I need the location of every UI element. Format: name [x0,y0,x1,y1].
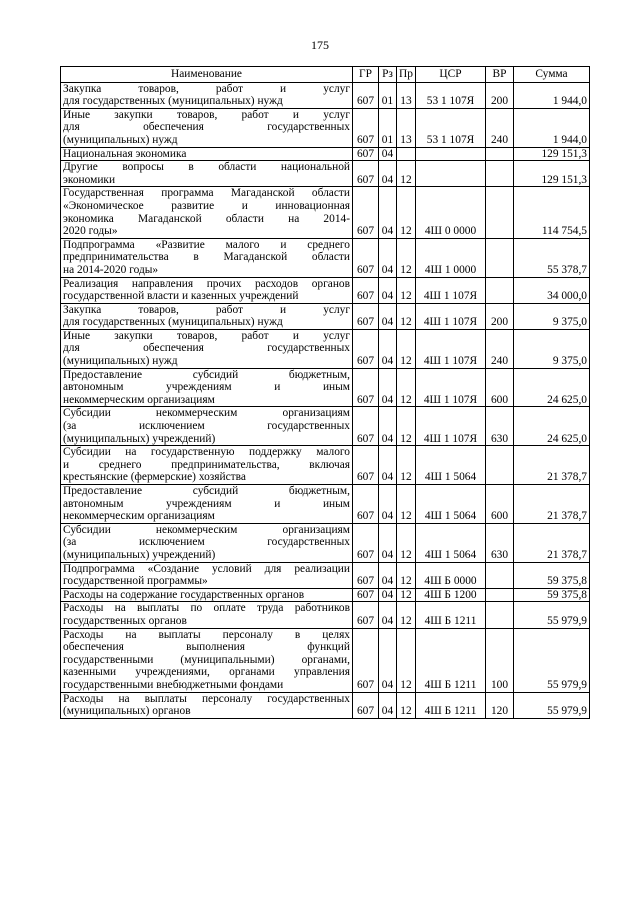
name-line: на 2014-2020 годы» [63,263,159,276]
cell-vr [486,147,514,161]
name-line: казенными учреждениями, органами управления [63,666,350,679]
name-line: экономики [63,173,116,186]
header-pr: Пр [397,67,416,83]
cell-sum: 21 378,7 [514,485,590,524]
cell-vr [486,277,514,303]
name-line: крестьянские (фермерские) хозяйства [63,471,246,484]
cell-csr: 4Ш 1 5064 [416,523,486,562]
cell-pr: 12 [397,523,416,562]
name-line: (муниципальных) учреждений) [63,548,216,561]
cell-name [61,187,353,238]
cell-sum: 55 979,9 [514,692,590,718]
table-body [61,82,590,718]
name-line: Предоставление субсидий бюджетным, [63,368,350,381]
cell-rz: 04 [379,277,397,303]
cell-gr: 607 [353,446,379,485]
cell-vr [486,562,514,588]
table-row [61,82,590,108]
cell-name [61,562,353,588]
name-line: Иные закупки товаров, работ и услуг [63,329,350,342]
cell-vr [486,238,514,277]
header-rz: Рз [379,67,397,83]
name-line: Субсидии на государственную поддержку малого [63,446,350,459]
cell-vr [486,161,514,187]
cell-gr: 607 [353,588,379,602]
table-row [61,523,590,562]
name-line: Закупка товаров, работ и услуг [63,303,350,316]
cell-name [61,238,353,277]
name-line: 2020 годы» [63,225,118,238]
cell-csr: 4Ш 1 107Я [416,329,486,368]
cell-pr: 12 [397,588,416,602]
cell-rz: 04 [379,187,397,238]
cell-rz: 04 [379,368,397,407]
name-line: государственной власти и казенных учреждений [63,290,299,303]
cell-sum: 59 375,8 [514,562,590,588]
header-gr: ГР [353,67,379,83]
name-line: Расходы на содержание государственных органов [63,588,305,601]
table-row [61,108,590,147]
table-row [61,628,590,692]
cell-csr: 4Ш Б 1211 [416,602,486,628]
cell-pr: 12 [397,562,416,588]
cell-gr: 607 [353,368,379,407]
name-line: экономика Магаданской области на 2014- [63,212,350,225]
name-line: государственной программы» [63,575,208,588]
header-sum: Сумма [514,67,590,83]
cell-gr: 607 [353,562,379,588]
name-line: некоммерческим организациям [63,510,215,523]
name-line: и среднего предпринимательства, включая [63,458,350,471]
name-line: Иные закупки товаров, работ и услуг [63,108,350,121]
cell-csr: 4Ш 1 107Я [416,303,486,329]
cell-vr: 240 [486,108,514,147]
header-vr: ВР [486,67,514,83]
name-line: (муниципальных) учреждений) [63,432,216,445]
cell-pr: 12 [397,187,416,238]
cell-csr: 4Ш Б 0000 [416,562,486,588]
name-line: «Экономическое развитие и инновационная [63,199,350,212]
cell-name [61,329,353,368]
cell-sum: 34 000,0 [514,277,590,303]
cell-vr: 100 [486,628,514,692]
cell-rz: 04 [379,238,397,277]
cell-pr: 12 [397,602,416,628]
name-line: предпринимательства в Магаданской области [63,251,350,264]
name-line: автономным учреждениям и иным [63,497,350,510]
cell-sum: 55 979,9 [514,628,590,692]
name-line: для обеспечения государственных [63,121,350,134]
cell-pr: 12 [397,303,416,329]
cell-name [61,161,353,187]
cell-rz: 04 [379,562,397,588]
cell-sum: 59 375,8 [514,588,590,602]
cell-name [61,692,353,718]
cell-csr: 4Ш Б 1200 [416,588,486,602]
name-line: Субсидии некоммерческим организациям [63,407,350,420]
name-line: (за исключением государственных [63,536,350,549]
table-row [61,588,590,602]
name-line: Подпрограмма «Создание условий для реализации [63,562,350,575]
cell-csr: 4Ш 1 5064 [416,485,486,524]
cell-csr [416,147,486,161]
cell-csr: 4Ш 1 107Я [416,368,486,407]
table-row [61,277,590,303]
header-csr: ЦСР [416,67,486,83]
table-row [61,329,590,368]
cell-gr: 607 [353,407,379,446]
cell-name [61,82,353,108]
cell-vr: 120 [486,692,514,718]
name-line: Расходы на выплаты персоналу государственных [63,692,350,705]
cell-vr: 600 [486,485,514,524]
cell-rz: 04 [379,523,397,562]
cell-name [61,588,353,602]
cell-sum: 1 944,0 [514,108,590,147]
name-line: Расходы на выплаты по оплате труда работников [63,602,350,615]
cell-csr: 4Ш 1 5064 [416,446,486,485]
cell-gr: 607 [353,187,379,238]
cell-gr: 607 [353,602,379,628]
name-line: автономным учреждениям и иным [63,381,350,394]
cell-sum: 55 378,7 [514,238,590,277]
cell-vr [486,588,514,602]
name-line: государственных органов [63,614,187,627]
cell-gr: 607 [353,485,379,524]
cell-gr: 607 [353,277,379,303]
cell-rz: 04 [379,485,397,524]
cell-name [61,147,353,161]
name-line: некоммерческим организациям [63,393,215,406]
cell-gr: 607 [353,523,379,562]
cell-sum: 129 151,3 [514,147,590,161]
cell-csr [416,161,486,187]
cell-pr: 12 [397,161,416,187]
name-line: Закупка товаров, работ и услуг [63,82,350,95]
cell-rz: 01 [379,108,397,147]
name-line: (муниципальных) нужд [63,133,178,146]
cell-pr: 12 [397,329,416,368]
cell-pr: 12 [397,692,416,718]
cell-rz: 04 [379,161,397,187]
name-line: Расходы на выплаты персоналу в целях [63,628,350,641]
table-row [61,161,590,187]
cell-sum: 21 378,7 [514,523,590,562]
cell-vr [486,446,514,485]
name-line: Государственная программа Магаданской области [63,187,350,200]
name-line: Национальная экономика [63,147,187,160]
cell-name [61,523,353,562]
cell-pr: 13 [397,82,416,108]
cell-name [61,407,353,446]
cell-gr: 607 [353,692,379,718]
cell-gr: 607 [353,329,379,368]
table-row [61,602,590,628]
cell-gr: 607 [353,628,379,692]
cell-gr: 607 [353,147,379,161]
cell-gr: 607 [353,238,379,277]
name-line: обеспечения выполнения функций [63,641,350,654]
table-row [61,562,590,588]
cell-vr: 200 [486,303,514,329]
cell-vr: 200 [486,82,514,108]
cell-sum: 24 625,0 [514,407,590,446]
table-row [61,187,590,238]
cell-rz: 04 [379,329,397,368]
name-line: государственными внебюджетными фондами [63,678,284,691]
name-line: государственными (муниципальными) органами, [63,653,350,666]
cell-gr: 607 [353,303,379,329]
cell-rz: 04 [379,692,397,718]
name-line: Субсидии некоммерческим организациям [63,523,350,536]
cell-rz: 04 [379,446,397,485]
name-line: (за исключением государственных [63,420,350,433]
cell-csr: 4Ш 1 107Я [416,277,486,303]
cell-pr: 12 [397,485,416,524]
cell-csr: 4Ш Б 1211 [416,628,486,692]
name-line: для обеспечения государственных [63,342,350,355]
table-row [61,303,590,329]
cell-rz: 01 [379,82,397,108]
table-row [61,692,590,718]
page-number: 175 [311,38,329,52]
cell-name [61,108,353,147]
cell-sum: 129 151,3 [514,161,590,187]
cell-name [61,303,353,329]
cell-vr: 630 [486,407,514,446]
name-line: для государственных (муниципальных) нужд [63,95,283,108]
cell-pr: 12 [397,407,416,446]
cell-vr [486,602,514,628]
name-line: Предоставление субсидий бюджетным, [63,485,350,497]
cell-rz: 04 [379,303,397,329]
cell-gr: 607 [353,82,379,108]
cell-sum: 55 979,9 [514,602,590,628]
cell-pr: 12 [397,446,416,485]
cell-sum: 114 754,5 [514,187,590,238]
cell-sum: 9 375,0 [514,303,590,329]
cell-rz: 04 [379,407,397,446]
name-line: Подпрограмма «Развитие малого и среднего [63,238,350,251]
cell-gr: 607 [353,161,379,187]
cell-csr: 53 1 107Я [416,108,486,147]
cell-name [61,602,353,628]
cell-sum: 1 944,0 [514,82,590,108]
cell-name [61,485,353,524]
name-line: Реализация направления прочих расходов органов [63,277,350,290]
header-name: Наименование [61,67,353,83]
cell-rz: 04 [379,602,397,628]
name-line: для государственных (муниципальных) нужд [63,316,283,329]
cell-gr: 607 [353,108,379,147]
cell-rz: 04 [379,147,397,161]
cell-name [61,368,353,407]
cell-csr: 53 1 107Я [416,82,486,108]
cell-sum: 9 375,0 [514,329,590,368]
table-row [61,446,590,485]
cell-pr: 12 [397,368,416,407]
cell-csr: 4Ш 0 0000 [416,187,486,238]
cell-pr [397,147,416,161]
name-line: (муниципальных) органов [63,705,191,718]
cell-vr: 240 [486,329,514,368]
cell-sum: 21 378,7 [514,446,590,485]
cell-vr [486,187,514,238]
cell-csr: 4Ш 1 0000 [416,238,486,277]
cell-sum: 24 625,0 [514,368,590,407]
cell-csr: 4Ш 1 107Я [416,407,486,446]
cell-rz: 04 [379,588,397,602]
cell-pr: 13 [397,108,416,147]
table-row [61,238,590,277]
cell-csr: 4Ш Б 1211 [416,692,486,718]
cell-pr: 12 [397,238,416,277]
budget-table [60,66,590,719]
cell-pr: 12 [397,628,416,692]
cell-rz: 04 [379,628,397,692]
table-row [61,407,590,446]
cell-name [61,628,353,692]
table-row [61,147,590,161]
cell-vr: 600 [486,368,514,407]
cell-name [61,277,353,303]
cell-name [61,446,353,485]
name-line: (муниципальных) нужд [63,355,178,368]
header-row [61,67,590,83]
name-line: Другие вопросы в области национальной [63,161,350,174]
cell-vr: 630 [486,523,514,562]
table-row [61,368,590,407]
table-row [61,485,590,524]
cell-pr: 12 [397,277,416,303]
